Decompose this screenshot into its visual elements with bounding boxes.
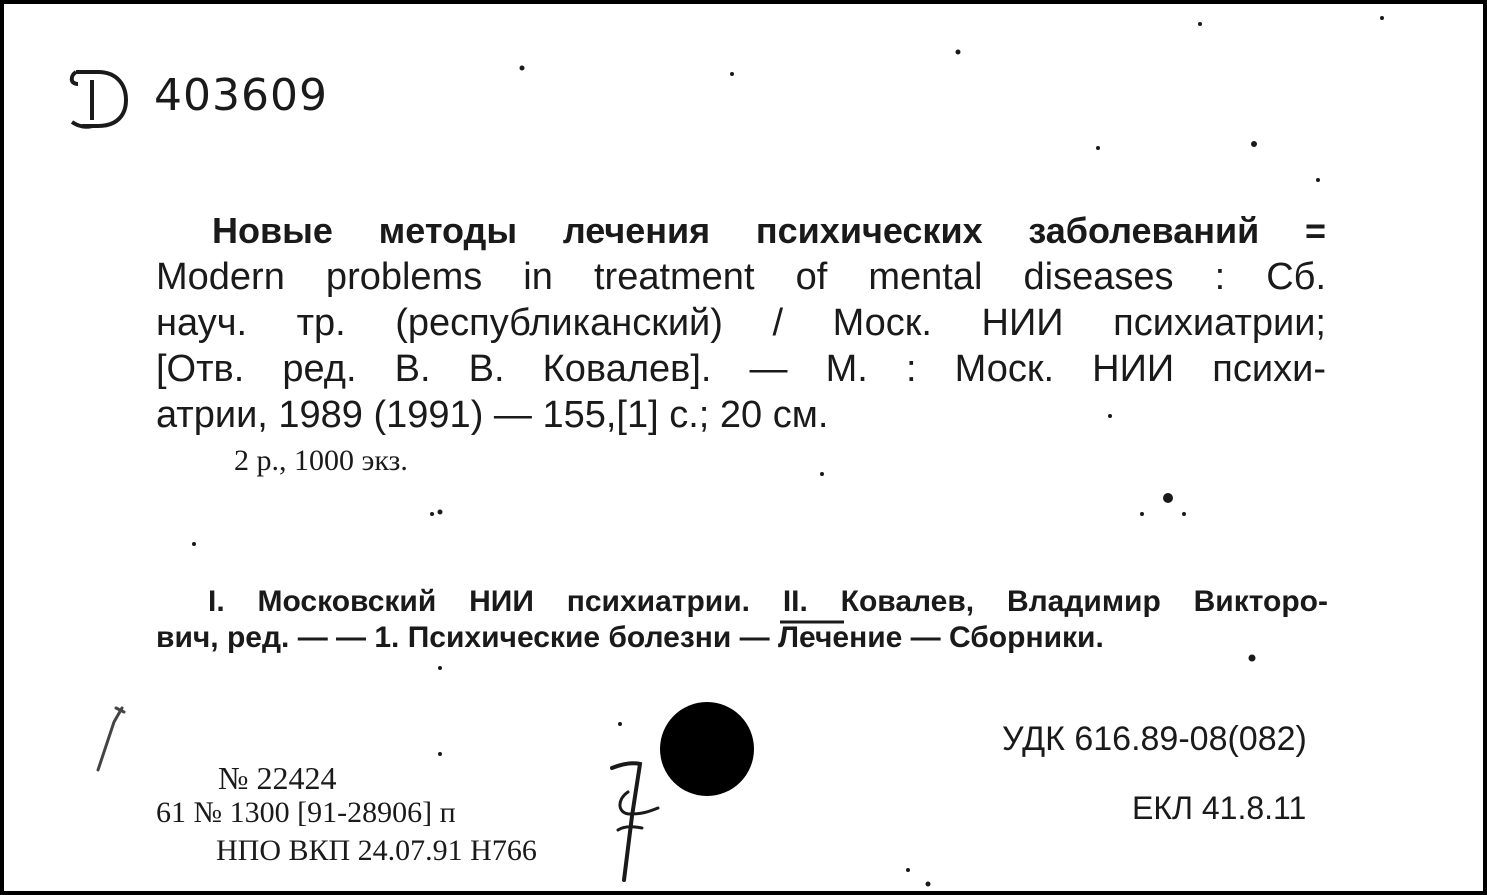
punch-hole [660, 702, 754, 796]
description-line: атрии, 1989 (1991) — 155,[1] с.; 20 см. [156, 394, 829, 436]
tracing-line: I. Московский НИИ психиатрии. II. Ковалев, Владимир Викторо- [208, 585, 1328, 618]
pencil-tick-mark [92, 704, 132, 774]
printing-info: НПО ВКП 24.07.91 Н766 [216, 834, 537, 867]
price-print-run: 2 р., 1000 экз. [234, 444, 408, 477]
description-line: науч. тр. (республиканский) / Моск. НИИ психиатрии; [156, 302, 1326, 344]
title-line: Новые методы лечения психических заболеваний = [212, 210, 1326, 251]
d-mark-icon [68, 66, 130, 132]
accession-number: № 22424 [218, 760, 337, 796]
description-line: [Отв. ред. В. В. Ковалев]. — М. : Моск. НИИ психи- [156, 348, 1326, 390]
description-line: Modern problems in treatment of mental diseases : Сб. [156, 256, 1326, 298]
handwritten-seven-mark [602, 756, 662, 886]
ekl-code: ЕКЛ 41.8.11 [1132, 790, 1307, 826]
underline-mark [774, 594, 854, 634]
order-number: 61 № 1300 [91-28906] п [156, 796, 456, 829]
card-number: 403609 [154, 70, 328, 121]
udc-code: УДК 616.89-08(082) [1002, 720, 1307, 758]
tracing-line: вич, ред. — — 1. Психические болезни — Лечение — Сборники. [156, 621, 1104, 654]
